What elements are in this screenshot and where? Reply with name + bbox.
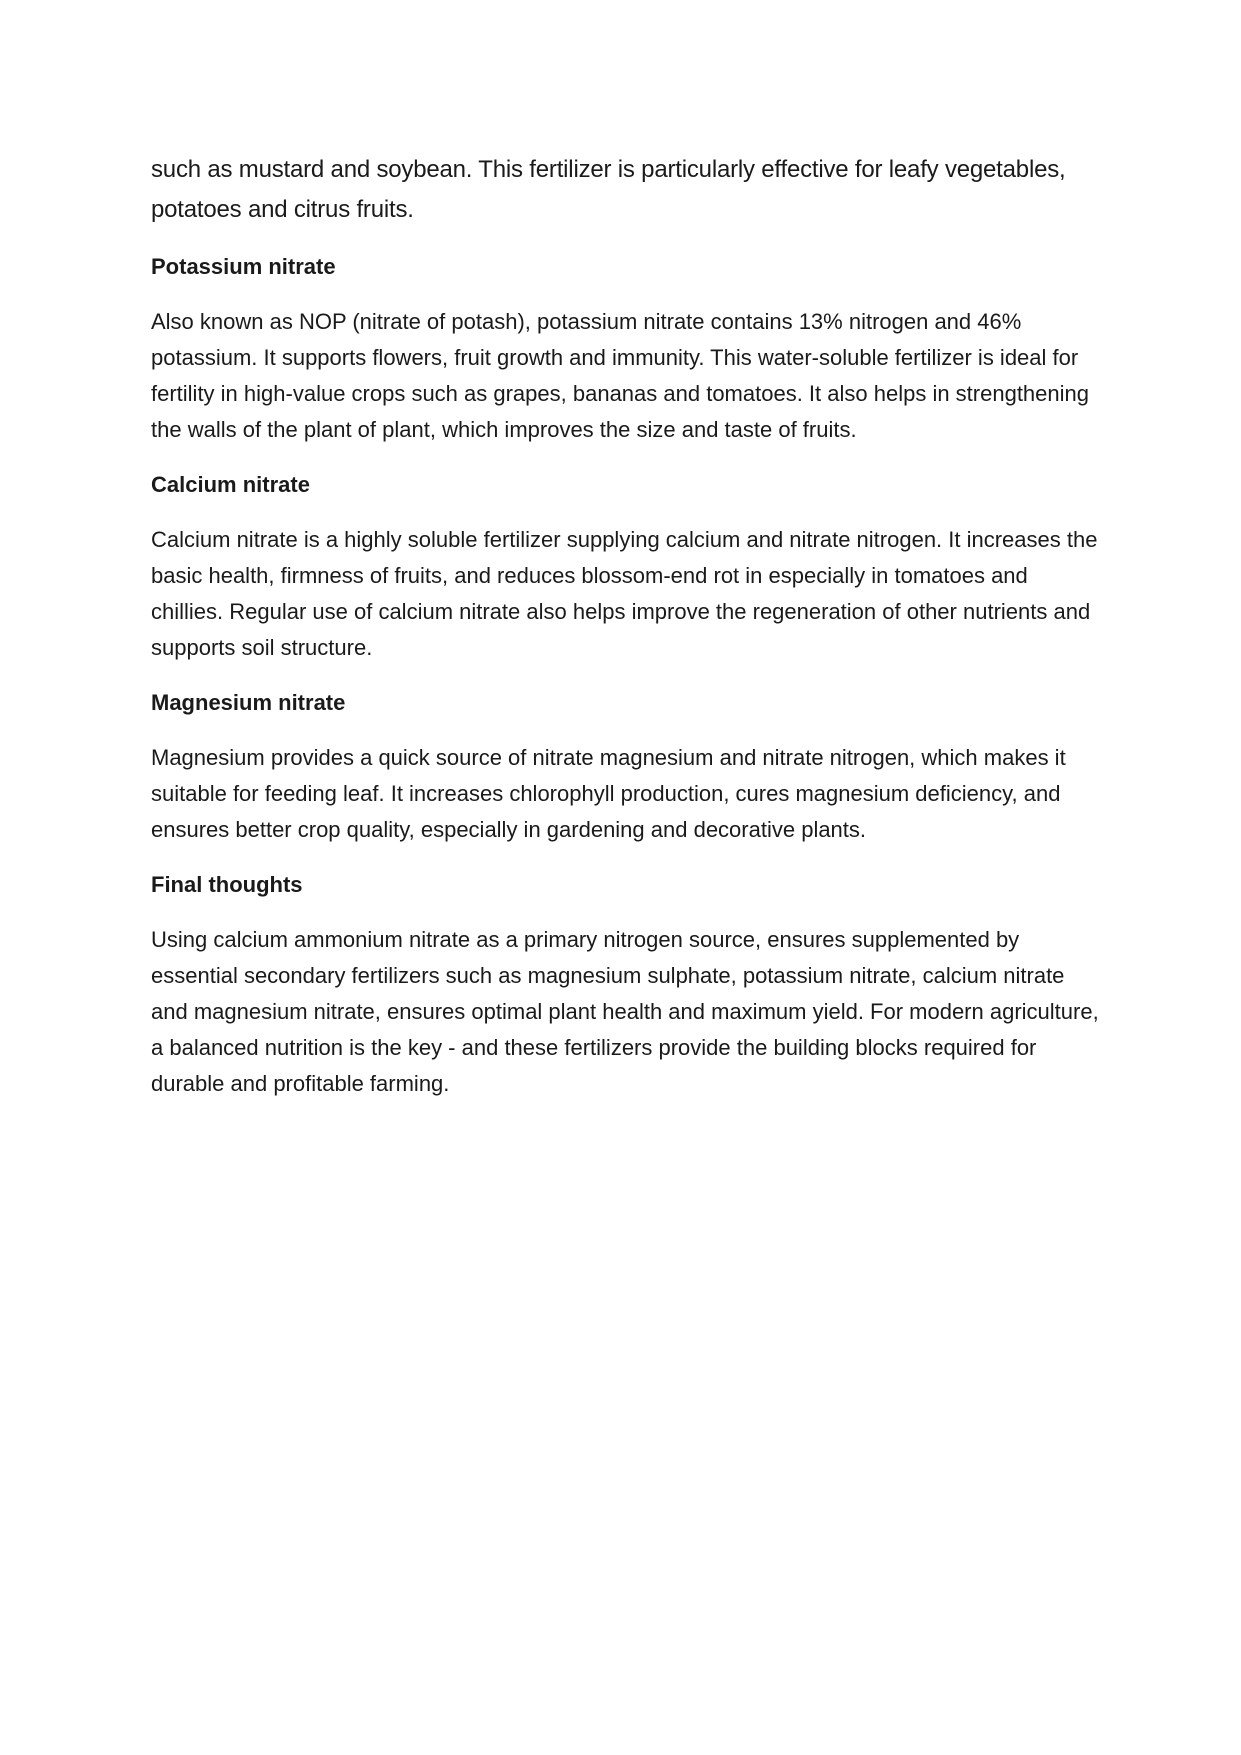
section-body-magnesium-nitrate: Magnesium provides a quick source of nitrate magnesium and nitrate nitrogen, which makes it suitable for feeding leaf. It increases chlorophyll production, cures magnesium deficiency, and ensures better crop quality, especially in gardening and decorative plants. (151, 745, 1066, 842)
section-body-potassium-nitrate: Also known as NOP (nitrate of potash), potassium nitrate contains 13% nitrogen and 46% potassium. It supports flowers, fruit growth and immunity. This water-soluble fertilizer is ideal for fertility in high-value crops such as grapes, bananas and tomatoes. It also helps in strengthening the walls of the plant of plant, which improves the size and taste of fruits. (151, 309, 1089, 442)
intro-paragraph: such as mustard and soybean. This fertilizer is particularly effective for leafy vegetables, potatoes and citrus fruits. (151, 156, 1066, 223)
section-heading-final-thoughts: Final thoughts (151, 872, 303, 897)
section-heading-potassium-nitrate: Potassium nitrate (151, 254, 336, 279)
section-heading-calcium-nitrate: Calcium nitrate (151, 472, 310, 497)
section-body-calcium-nitrate: Calcium nitrate is a highly soluble fertilizer supplying calcium and nitrate nitrogen. It increases the basic health, firmness of fruits, and reduces blossom-end rot in especially in tomatoes and chillies. Regular use of calcium nitrate also helps improve the regeneration of other nutrients and supports soil structure. (151, 527, 1098, 660)
document-body (151, 150, 1101, 1124)
section-heading-magnesium-nitrate: Magnesium nitrate (151, 690, 346, 715)
section-body-final-thoughts: Using calcium ammonium nitrate as a primary nitrogen source, ensures supplemented by essential secondary fertilizers such as magnesium sulphate, potassium nitrate, calcium nitrate and magnesium nitrate, ensures optimal plant health and maximum yield. For modern agriculture, a balanced nutrition is the key - and these fertilizers provide the building blocks required for durable and profitable farming. (151, 927, 1099, 1096)
